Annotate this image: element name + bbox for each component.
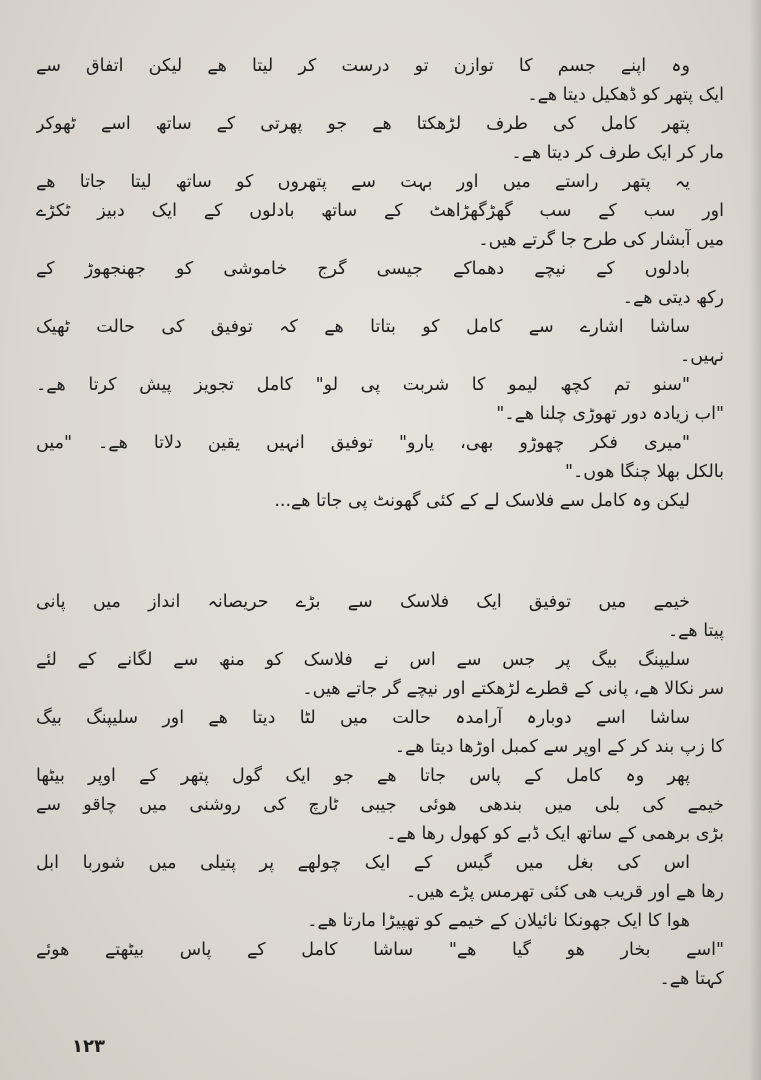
- text-line: سلیپنگ بیگ پر جس سے اس نے فلاسک کو منھ سے لگانے کے لئے: [36, 650, 690, 670]
- text-line: "سنو تم کچھ لیمو کا شربت پی لو" کامل تجویز پیش کرتا ھے۔: [36, 375, 690, 395]
- text-line: ساشا اشارے سے کامل کو بتاتا ھے کہ توفیق کی حالت ٹھیک: [36, 317, 690, 337]
- text-line: میں آبشار کی طرح جا گرتے ھیں۔: [478, 230, 724, 250]
- text-line: بالکل بھلا چنگا ھوں۔": [564, 462, 724, 482]
- text-line: خیمے میں توفیق ایک فلاسک سے بڑے حریصانہ انداز میں پانی: [36, 592, 690, 612]
- text-line: اس کی بغل میں گیس کے ایک چولھے پر پتیلی میں شوربا ابل: [36, 853, 690, 873]
- text-block-2: [36, 588, 724, 994]
- page-edge-shadow: [749, 0, 761, 1080]
- text-line: "اسے بخار ھو گیا ھے" ساشا کامل کے پاس بیٹھتے ھوئے: [36, 940, 724, 960]
- page-number: ۱۲۳: [72, 1036, 105, 1057]
- text-line: رھا ھے اور قریب ھی کئی تھرمس پڑے ھیں۔: [406, 882, 724, 902]
- text-line: سر نکالا ھے، پانی کے قطرے لڑھکتے اور نیچے گر جاتے ھیں۔: [302, 679, 724, 699]
- text-line: پیتا ھے۔: [667, 621, 724, 641]
- text-line: نہیں۔: [680, 346, 724, 366]
- text-line: ساشا اسے دوبارہ آرامدہ حالت میں لٹا دیتا ھے اور سلیپنگ بیگ: [36, 708, 690, 728]
- text-line: اور سب کے سب گھڑگھڑاھٹ کے ساتھ بادلوں کے ایک دبیز ٹکڑے: [36, 201, 724, 221]
- text-line: مار کر ایک طرف کر دیتا ھے۔: [511, 143, 724, 163]
- text-line: پھر وہ کامل کے پاس جاتا ھے جو ایک گول پتھر کے اوپر بیٹھا: [36, 766, 690, 786]
- text-line: بڑی برھمی کے ساتھ ایک ڈبے کو کھول رھا ھے۔: [386, 824, 724, 844]
- text-line: رکھ دیتی ھے۔: [622, 288, 724, 308]
- text-line: پتھر کامل کی طرف لڑھکتا ھے جو پھرتی کے ساتھ اسے ٹھوکر: [36, 114, 690, 134]
- text-line: یہ پتھر راستے میں اور بہت سے پتھروں کو ساتھ لیتا جاتا ھے: [36, 172, 690, 192]
- text-line: ھوا کا ایک جھونکا نائیلان کے خیمے کو تھپیڑا مارتا ھے۔: [307, 911, 690, 931]
- text-line: "اب زیادہ دور تھوڑی چلنا ھے۔": [496, 404, 724, 424]
- text-line: لیکن وہ کامل سے فلاسک لے کے کئی گھونٹ پی جاتا ھے...: [274, 491, 690, 511]
- text-line: خیمے کی بلی میں بندھی ھوئی جیبی ٹارچ کی روشنی میں چاقو سے: [36, 795, 724, 815]
- text-block-1: [36, 52, 724, 516]
- text-line: ایک پتھر کو ڈھکیل دیتا ھے۔: [527, 85, 724, 105]
- text-line: "میری فکر چھوڑو بھی، یارو" توفیق انہیں یقین دلاتا ھے۔ "میں: [36, 433, 690, 453]
- text-line: وہ اپنے جسم کا توازن تو درست کر لیتا ھے لیکن اتفاق سے: [36, 56, 690, 76]
- text-line: کہتا ھے۔: [659, 969, 724, 989]
- text-line: کا زپ بند کر کے اوپر سے کمبل اوڑھا دیتا ھے۔: [394, 737, 724, 757]
- text-line: بادلوں کے نیچے دھماکے جیسی گرج خاموشی کو جھنجھوڑ کے: [36, 259, 690, 279]
